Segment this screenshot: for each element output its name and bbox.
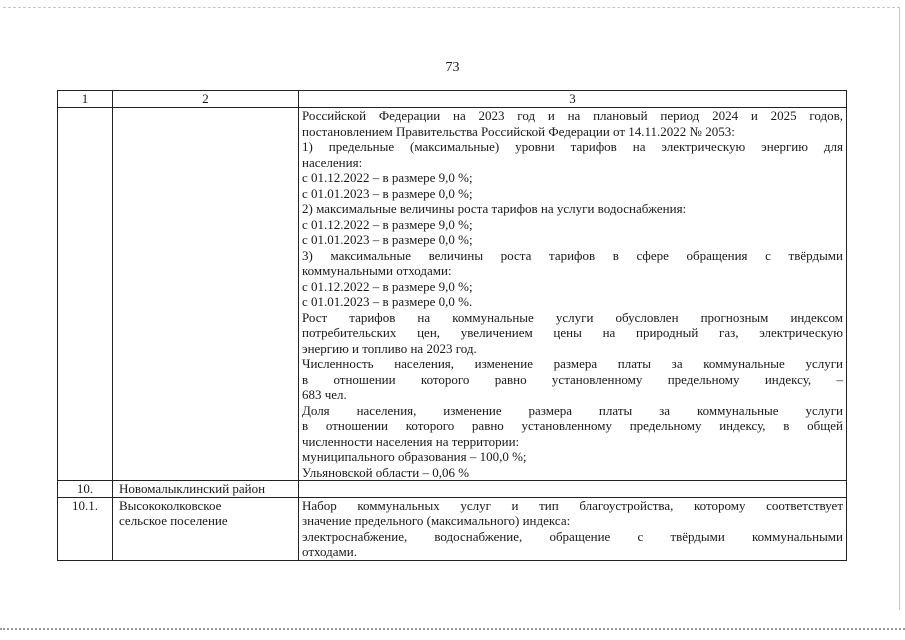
scan-edge-noise — [0, 628, 905, 630]
column-header-1: 1 — [58, 91, 113, 108]
description-line: 3) максимальные величины роста тарифов в сфере обращения с твёрдыми — [302, 247, 843, 263]
description-line: Российской Федерации на 2023 год и на плановый период 2024 и 2025 годов, — [302, 108, 843, 123]
description-line: постановлением Правительства Российской Федерации от 14.11.2022 № 2053: — [302, 123, 735, 139]
description-line: электроснабжение, водоснабжение, обращение с твёрдыми коммунальными — [302, 528, 843, 544]
description-line: с 01.01.2023 – в размере 0,0 %. — [302, 294, 473, 309]
description-line: в отношении которого равно установленному предельному индексу, в общей — [302, 418, 843, 433]
district-name: Новомалыклинский район — [113, 481, 299, 498]
district-description-cell — [299, 481, 847, 498]
description-line: энергию и топливо на 2023 год. — [302, 340, 477, 356]
description-line: 683 чел. — [302, 387, 347, 402]
column-header-3: 3 — [299, 91, 847, 108]
description-line: Ульяновской области – 0,06 % — [302, 464, 470, 480]
description-line: с 01.12.2022 – в размере 9,0 %; — [302, 170, 473, 185]
district-number: 10. — [58, 481, 113, 498]
description-line: Рост тарифов на коммунальные услуги обусловлен прогнозным индексом — [302, 309, 843, 325]
column-header-2: 2 — [113, 91, 299, 108]
description-line: отходами. — [302, 544, 357, 559]
description-line: с 01.01.2023 – в размере 0,0 %; — [302, 185, 473, 201]
settlement-description-cell — [299, 497, 847, 560]
table-header-row — [58, 91, 847, 108]
description-line: коммунальными отходами: — [302, 263, 452, 278]
description-line: населения: — [302, 154, 363, 170]
description-line: с 01.12.2022 – в размере 9,0 %; — [302, 216, 473, 232]
description-line: муниципального образования – 100,0 %; — [302, 449, 527, 464]
description-line: в отношении которого равно установленному предельному индексу, – — [302, 371, 843, 387]
description-line: 2) максимальные величины роста тарифов на услуги водоснабжения: — [302, 201, 687, 216]
description-line: с 01.12.2022 – в размере 9,0 %; — [302, 278, 473, 294]
settlement-number: 10.1. — [58, 497, 113, 560]
row-name-cell — [113, 108, 299, 481]
page-number: 73 — [445, 60, 460, 75]
table-row-settlement — [58, 497, 847, 560]
settlement-name-line: Высококолковское — [119, 497, 222, 513]
settlement-name — [113, 497, 299, 560]
tariff-table — [57, 90, 847, 561]
description-line: 1) предельные (максимальные) уровни тарифов на электрическую энергию для — [302, 139, 843, 154]
table-row-district — [58, 481, 847, 498]
row-description-cell — [299, 108, 847, 481]
settlement-name-line: сельское поселение — [119, 513, 228, 528]
description-line: потребительских цен, увеличением цены на природный газ, электрическую — [302, 325, 843, 340]
description-line: численности населения на территории: — [302, 433, 520, 449]
description-line: значение предельного (максимального) индекса: — [302, 513, 571, 528]
table-row-continuation — [58, 108, 847, 481]
description-line: с 01.01.2023 – в размере 0,0 %; — [302, 232, 473, 247]
row-number-cell — [58, 108, 113, 481]
description-line: Набор коммунальных услуг и тип благоустройства, которому соответствует — [302, 497, 843, 513]
description-line: Доля населения, изменение размера платы за коммунальные услуги — [302, 402, 843, 418]
description-line: Численность населения, изменение размера платы за коммунальные услуги — [302, 356, 843, 371]
